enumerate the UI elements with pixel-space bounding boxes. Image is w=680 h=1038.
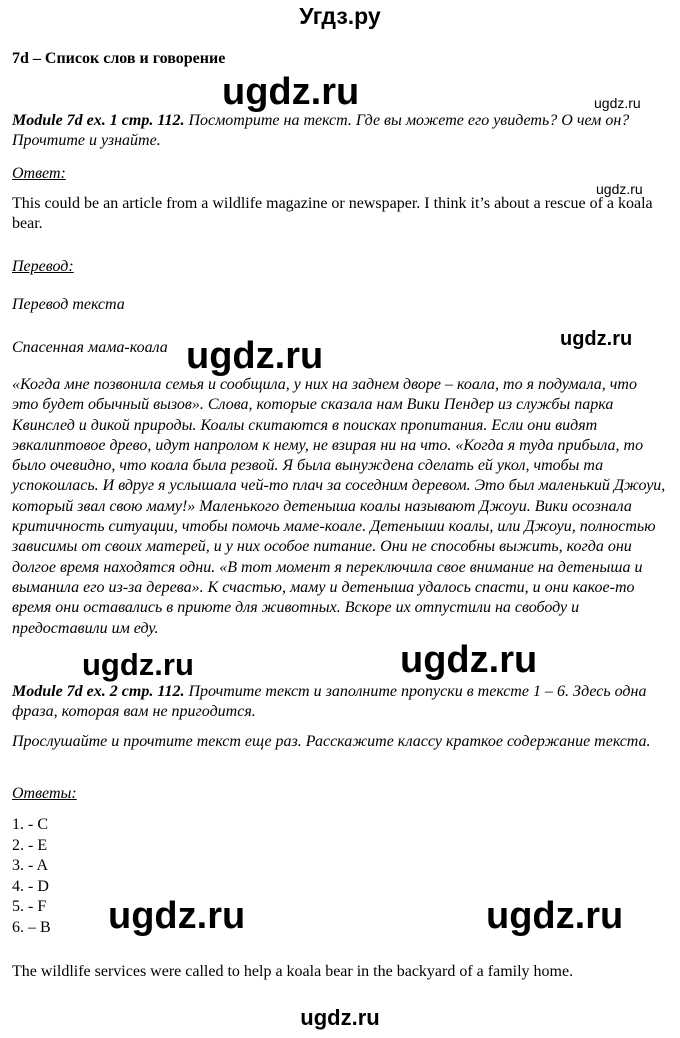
watermark: ugdz.ru xyxy=(222,71,360,113)
exercise-2-task xyxy=(12,682,667,722)
exercise-2-task2: Прослушайте и прочтите текст еще раз. Расскажите классу краткое содержание текста. xyxy=(12,733,651,750)
answer-item: 2. - E xyxy=(12,836,48,854)
summary-text: The wildlife services were called to help a koala bear in the backyard of a family home. xyxy=(12,963,574,980)
exercise-1-task-text: Посмотрите на текст. Где вы можете его увидеть? О чем он? Прочтите и узнайте. xyxy=(12,112,630,149)
watermark: ugdz.ru xyxy=(82,647,194,682)
answers-list xyxy=(12,815,667,938)
translation-title: Спасенная мама-коала xyxy=(12,339,168,356)
watermark: ugdz.ru xyxy=(400,639,538,681)
answer-label: Ответ: xyxy=(12,165,66,182)
translation-heading: Перевод текста xyxy=(12,296,125,313)
answer-item: 4. - D xyxy=(12,877,49,895)
answer-item: 1. - C xyxy=(12,816,48,833)
watermark: ugdz.ru xyxy=(108,895,246,937)
section-title: 7d – Список слов и говорение xyxy=(12,50,226,67)
answer-item: 3. - A xyxy=(12,857,48,874)
watermark-small: ugdz.ru xyxy=(596,181,643,197)
answers-label: Ответы: xyxy=(12,785,77,802)
exercise-2-label: Module 7d ex. 2 стр. 112. xyxy=(12,683,185,700)
watermark: ugdz.ru xyxy=(486,895,624,937)
exercise-1-label: Module 7d ex. 1 стр. 112. xyxy=(12,112,185,129)
answer-item: 6. – B xyxy=(12,918,51,936)
watermark-small: ugdz.ru xyxy=(560,328,633,350)
watermark: ugdz.ru xyxy=(186,335,324,377)
answer-text: This could be an article from a wildlife magazine or newspaper. I think it’s about a rescue of a koala bear. xyxy=(12,195,653,232)
site-header: Угдз.ру xyxy=(299,3,381,29)
exercise-2-task-text: Прочтите текст и заполните пропуски в тексте 1 – 6. Здесь одна фраза, которая вам не пригодится. xyxy=(12,683,647,720)
answer-item: 5. - F xyxy=(12,898,47,915)
translation-label: Перевод: xyxy=(12,258,74,275)
translation-text: «Когда мне позвонила семья и сообщила, у них на заднем дворе – коала, то я подумала, что это будет обычный вызов». Слова, которые сказала нам Вики Пендер из службы парка Квинслед и дикой природы. Коалы скитаются в поисках пропитания. Если они видят эвкалиптовое древо, идут напролом к нему, не взирая ни на что. «Когда я туда прибыла, то было очевидно, что коала была резвой. Я была вынуждена сделать ей укол, чтобы та успокоилась. И вдруг я услышала чей-то плач за соседним деревом. Это был маленький Джоуи, который звал свою маму!» Маленького детеныша коалы называют Джоуи. Вики осознала критичность ситуации, чтобы помочь маме-коале. Детеныши коалы, или Джоуи, полностью зависимы от своих матерей, и у них особое питание. Они не способны выжить, когда они долгое время находятся одни. «В тот момент я переключила свое внимание на детеныша и выманила его из-за дерева». К счастью, маму и детеныша удалось спасти, и они какое-то время они оставались в приюте для животных. Вскоре их отпустили на свободу и предоставили им еду. xyxy=(12,376,666,637)
exercise-1-task xyxy=(12,111,667,151)
watermark-small: ugdz.ru xyxy=(594,95,641,111)
site-footer: ugdz.ru xyxy=(300,1005,380,1030)
